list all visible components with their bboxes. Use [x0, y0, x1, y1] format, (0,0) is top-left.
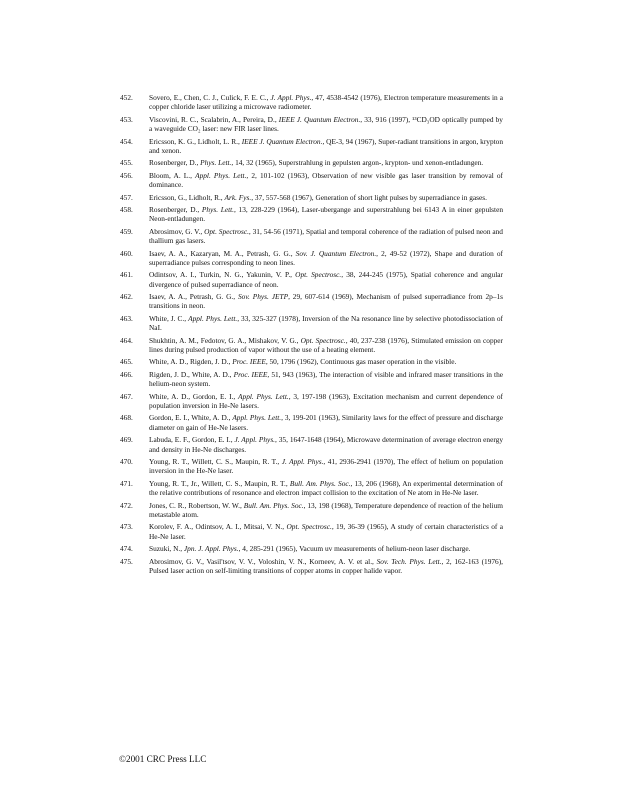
reference-entry: [120, 93, 503, 112]
reference-authors: Korolev, F. A., Odintsov, A. I., Mitsai, V. N.,: [149, 522, 287, 532]
reference-text: [149, 392, 503, 410]
reference-entry: [120, 292, 503, 311]
reference-entry: [120, 171, 503, 190]
reference-text: [149, 115, 503, 133]
reference-authors: Abrosimov, G. V., Vasil'tsov, V. V., Voloshin, V. N., Korneev, A. V. et al.,: [149, 556, 377, 566]
reference-journal: Jpn. J. Appl. Phys.: [183, 544, 239, 554]
reference-details: , 50, 1796 (1962), Continuous gas maser operation in the visible.: [265, 357, 457, 367]
reference-entry: [120, 557, 503, 576]
reference-details: , 14, 32 (1965), Superstrahlung in gepulsten argon-, krypton- und xenon-entladungen.: [231, 158, 484, 168]
reference-journal: Sov. J. Quantum Electron.: [295, 248, 377, 258]
reference-number: 454.: [120, 136, 133, 146]
reference-text: [149, 137, 503, 155]
reference-text: [149, 193, 487, 202]
reference-details: , 3, 197-198 (1963), Excitation mechanism and current dependence of population inversion in He-Ne lasers.: [149, 391, 503, 411]
reference-authors: Odintsov, A. I., Turkin, N. G., Yakunin, V. P.,: [149, 270, 296, 280]
reference-details: , 3, 199-201 (1963), Similarity laws for the effect of pressure and discharge diameter on gain of He-Ne lasers.: [149, 413, 503, 432]
reference-entry: [120, 193, 503, 202]
reference-journal: Ark. Fys.: [224, 192, 252, 202]
reference-authors: Gordon, E. I., White, A. D.,: [149, 413, 233, 423]
reference-journal: Appl. Phys. Lett.: [188, 313, 238, 323]
reference-details: , 2, 162-163 (1976), Pulsed laser action on self-limiting transitions of copper atoms in copper halide vapor.: [149, 556, 503, 575]
reference-journal: Opt. Spectrosc.: [300, 335, 346, 345]
reference-authors: White, A. D., Gordon, E. I.,: [149, 391, 239, 401]
reference-authors: Bloom, A. L.,: [149, 170, 196, 180]
reference-journal: Proc. IEEE: [232, 357, 266, 367]
reference-number: 464.: [120, 335, 133, 345]
reference-number: 461.: [120, 270, 133, 280]
reference-journal: Proc. IEEE: [233, 369, 268, 379]
reference-entry: [120, 413, 503, 432]
reference-details: , 29, 607-614 (1969), Mechanism of pulsed superradiance from 2p–1s transitions in neon.: [149, 292, 503, 311]
reference-authors: Shukhtin, A. M., Fedotov, G. A., Mishakov, V. G.,: [149, 335, 301, 345]
reference-number: 458.: [120, 205, 133, 214]
reference-entry: [120, 115, 503, 134]
reference-text: [149, 171, 503, 189]
reference-authors: Abrosimov, G. V.,: [149, 226, 205, 236]
reference-entry: [120, 205, 503, 224]
reference-text: [149, 544, 470, 553]
reference-authors: Labuda, E. F., Gordon, E. I.,: [149, 435, 235, 445]
reference-details: , 41, 2936-2941 (1970), The effect of helium on population inversion in the He-Ne laser.: [149, 457, 504, 476]
reference-number: 460.: [120, 248, 133, 258]
reference-entry: [120, 336, 503, 355]
reference-authors: Jones, C. R., Robertson, W. W.,: [149, 500, 244, 510]
reference-number: 466.: [120, 369, 133, 379]
reference-authors: Isaev, A. A., Petrash, G. G.,: [149, 292, 238, 302]
reference-entry: [120, 158, 503, 167]
reference-authors: Ericsson, K. G., Lidholt, L. R.,: [149, 136, 242, 146]
reference-text: [149, 314, 503, 332]
reference-journal: Opt. Spectrosc.: [286, 522, 332, 532]
reference-details: , 51, 943 (1963), The interaction of visible and infrared maser transitions in the helium-neon system.: [149, 369, 504, 389]
reference-journal: Bull. Am. Phys. Soc.: [289, 478, 351, 488]
reference-list: [120, 93, 503, 578]
reference-text: [149, 479, 503, 497]
reference-authors: Rosenberger, D.,: [149, 158, 201, 168]
reference-text: [149, 205, 503, 223]
reference-text: [149, 249, 503, 267]
reference-number: 467.: [120, 391, 133, 401]
reference-number: 465.: [120, 357, 133, 367]
reference-number: 472.: [120, 500, 133, 510]
reference-journal: Opt. Spectrosc.: [204, 226, 249, 236]
reference-authors: Ericsson, G., Lidholt, R.,: [149, 192, 225, 202]
reference-authors: White, J. C.,: [149, 313, 189, 323]
reference-text: [149, 158, 483, 167]
reference-details: , 2, 101-102 (1963), Observation of new visible gas laser transition by removal of dominance.: [149, 170, 503, 190]
reference-text: [149, 357, 456, 366]
reference-number: 456.: [120, 170, 133, 180]
reference-text: [149, 457, 503, 475]
reference-entry: [120, 435, 503, 454]
reference-entry: [120, 249, 503, 268]
reference-text: [149, 413, 503, 431]
reference-authors: Viscovini, R. C., Scalabrin, A., Pereira, D.,: [149, 114, 279, 124]
reference-journal: Appl. Phys. Lett.: [232, 413, 282, 423]
reference-number: 473.: [120, 522, 133, 532]
reference-details: , 37, 557-568 (1967), Generation of short light pulses by superradiance in gases.: [251, 192, 487, 202]
reference-text: [149, 557, 503, 575]
reference-text: [149, 501, 503, 519]
reference-details: , 47, 4538-4542 (1976), Electron temperature measurements in a copper chloride laser utilizing a microwave radiometer.: [149, 93, 503, 112]
reference-authors: Suzuki, N.,: [149, 544, 184, 554]
reference-text: [149, 292, 503, 310]
reference-journal: Appl. Phys. Lett.: [238, 391, 289, 401]
reference-entry: [120, 227, 503, 246]
reference-entry: [120, 314, 503, 333]
reference-authors: White, A. D., Rigden, J. D.,: [149, 357, 233, 367]
reference-entry: [120, 370, 503, 389]
reference-text: [149, 435, 503, 453]
reference-journal: Sov. Tech. Phys. Lett.: [376, 556, 442, 566]
reference-details: , 13, 198 (1968), Temperature dependence of reaction of the helium metastable atom.: [149, 500, 503, 519]
reference-details: , QE-3, 94 (1967), Super-radiant transitions in argon, krypton and xenon.: [149, 136, 503, 155]
reference-number: 452.: [120, 93, 133, 102]
reference-entry: [120, 479, 503, 498]
reference-entry: [120, 270, 503, 289]
reference-authors: Young, R. T., Jr., Willett, C. S., Maupin, R. T.,: [149, 478, 290, 488]
reference-journal: Bull. Am. Phys. Soc.: [243, 500, 304, 510]
reference-number: 470.: [120, 457, 133, 467]
reference-number: 453.: [120, 114, 133, 124]
reference-number: 474.: [120, 544, 133, 554]
reference-entry: [120, 522, 503, 541]
reference-details: , 38, 244-245 (1975), Spatial coherence and angular divergence of pulsed superradiance of neon.: [149, 270, 503, 289]
reference-entry: [120, 392, 503, 411]
reference-entry: [120, 544, 503, 553]
reference-number: 471.: [120, 478, 133, 488]
reference-details: , 2, 49-52 (1972), Shape and duration of superradiance pulses corresponding to neon lines.: [149, 248, 503, 267]
reference-details: , 33, 325-327 (1978), Inversion of the Na resonance line by selective photodissociation of NaI.: [149, 313, 503, 333]
reference-number: 475.: [120, 556, 133, 566]
reference-authors: Rosenberger, D.,: [149, 205, 202, 214]
reference-number: 457.: [120, 192, 133, 202]
reference-number: 468.: [120, 413, 133, 423]
reference-authors: Isaev, A. A., Kazaryan, M. A., Petrash, G. G.,: [149, 248, 296, 258]
reference-number: 455.: [120, 158, 133, 168]
reference-text: [149, 93, 503, 111]
reference-authors: Rigden, J. D., White, A. D.,: [149, 369, 234, 379]
reference-journal: IEEE J. Quantum Electron.: [241, 136, 323, 146]
reference-journal: Phys. Lett.: [201, 205, 235, 214]
reference-journal: Appl. Phys. Lett.: [195, 170, 247, 180]
reference-authors: Young, R. T., Willett, C. S., Maupin, R. T.,: [149, 457, 282, 467]
reference-details: , 35, 1647-1648 (1964), Microwave determination of average electron energy and density in He-Ne discharges.: [149, 435, 503, 454]
reference-number: 469.: [120, 435, 133, 445]
reference-journal: J. Appl. Phys.: [281, 457, 324, 467]
reference-journal: Phys. Lett.: [200, 158, 232, 168]
reference-journal: J. Appl. Phys.: [234, 435, 276, 445]
reference-text: [149, 522, 503, 540]
reference-details: , 33, 916 (1997), ¹³CD₃OD optically pumped by a waveguide CO₂ laser: new FIR laser lines.: [149, 114, 503, 134]
reference-text: [149, 336, 503, 354]
reference-number: 463.: [120, 313, 133, 323]
reference-text: [149, 227, 503, 245]
reference-details: , 13, 206 (1968), An experimental determination of the relative contributions of resonance and electron impact collision to the excitation of Ne atom in He-Ne laser.: [149, 478, 503, 498]
reference-journal: IEEE J. Quantum Electron.: [278, 114, 361, 124]
reference-text: [149, 270, 503, 288]
reference-details: , 31, 54-56 (1971), Spatial and temporal coherence of the radiation of pulsed neon and thallium gas lasers.: [149, 226, 503, 246]
reference-details: , 13, 228-229 (1964), Laser-ubergange and superstrahlung bei 6143 A in einer gepulsten Neon-entladungen.: [149, 205, 504, 224]
reference-journal: Opt. Spectrosc.: [295, 270, 342, 280]
reference-entry: [120, 457, 503, 476]
reference-entry: [120, 501, 503, 520]
reference-number: 462.: [120, 292, 133, 302]
reference-journal: J. Appl. Phys.: [270, 93, 312, 102]
reference-entry: [120, 137, 503, 156]
reference-text: [149, 370, 503, 388]
reference-details: , 4, 285-291 (1965), Vacuum uv measurements of helium-neon laser discharge.: [238, 544, 471, 554]
reference-journal: Sov. Phys. JETP: [237, 292, 289, 302]
reference-entry: [120, 357, 503, 366]
copyright-footer: ©2001 CRC Press LLC: [119, 754, 207, 764]
reference-authors: Sovero, E., Chen, C. J., Culick, F. E. C.,: [149, 93, 271, 102]
reference-details: , 40, 237-238 (1976), Stimulated emission on copper lines during pulsed production of vapor without the use of a heating element.: [149, 335, 503, 355]
reference-details: , 19, 36-39 (1965), A study of certain characteristics of a He-Ne laser.: [149, 522, 503, 541]
reference-number: 459.: [120, 226, 133, 236]
